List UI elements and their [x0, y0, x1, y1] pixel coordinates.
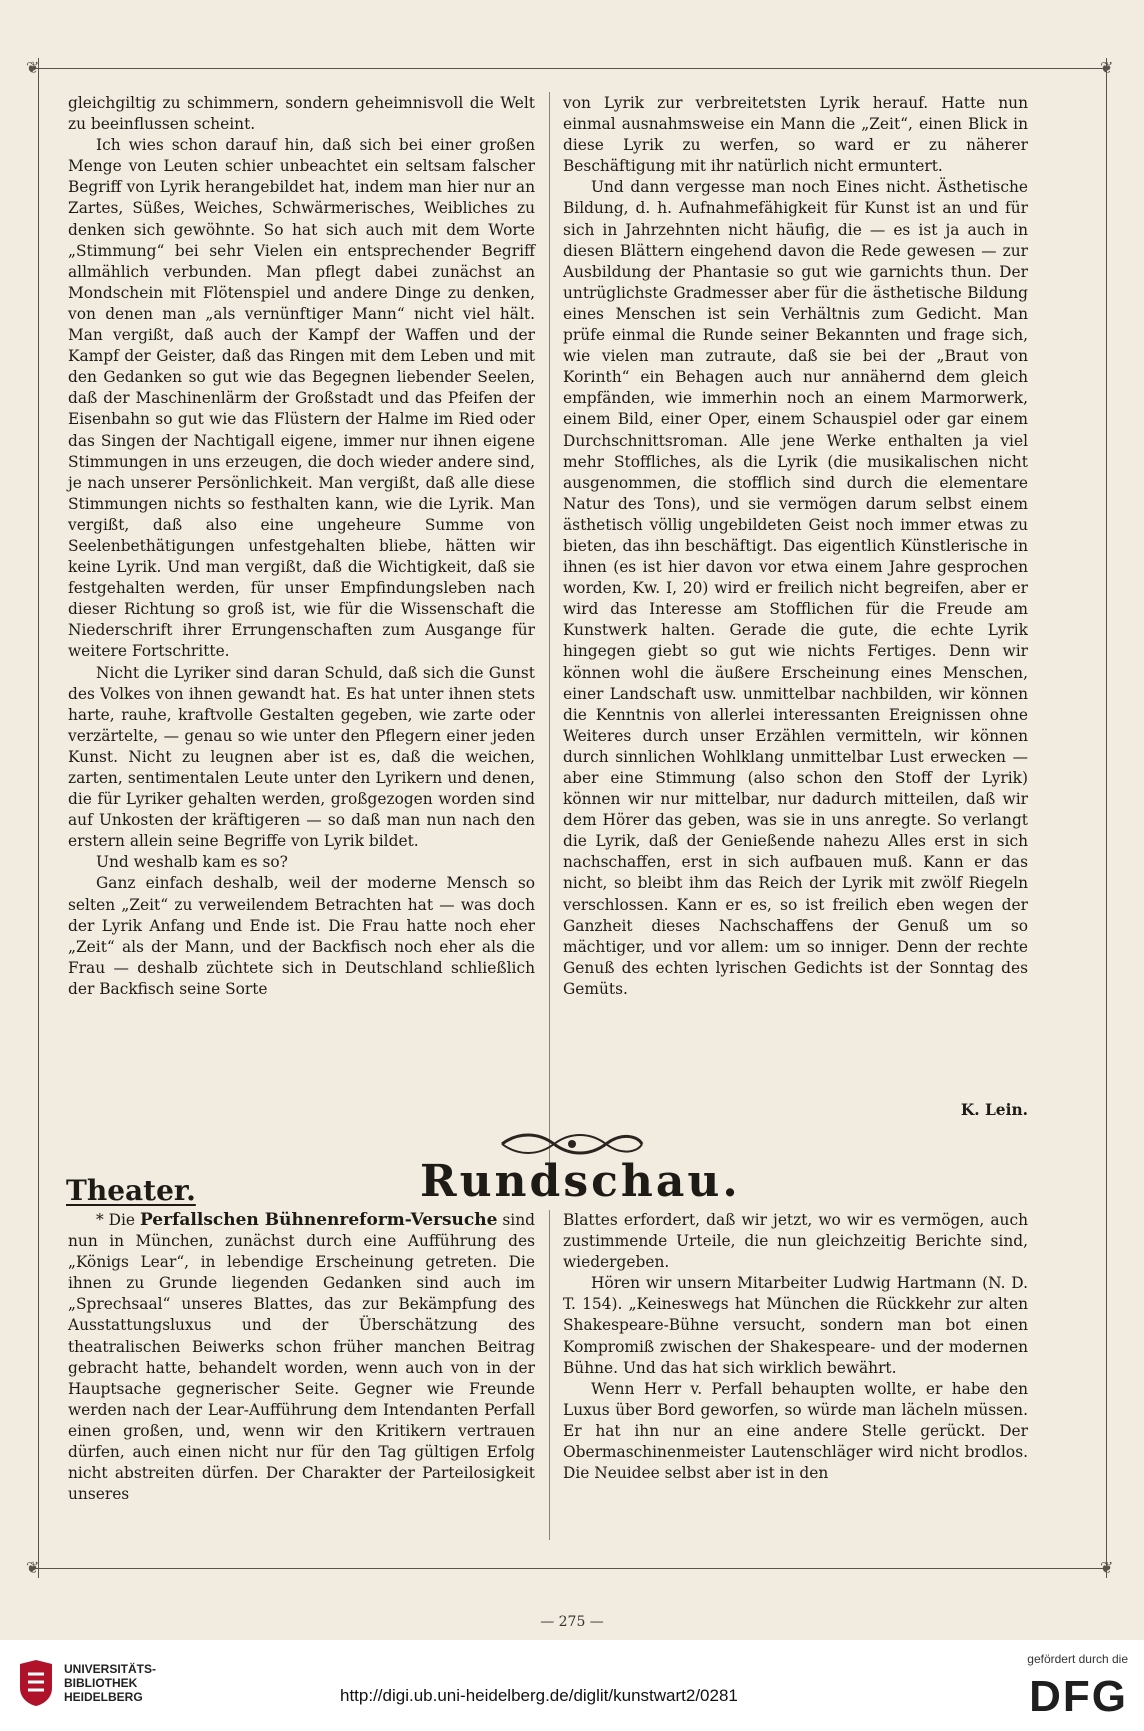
article-heading-inline: Perfallschen Bühnenreform-Versuche [139, 1210, 498, 1230]
column-divider [549, 1210, 550, 1540]
paragraph: Und dann vergesse man noch Eines nicht. Ästhetische Bildung, d. h. Aufnahmefähigkeit für Kunst ist an und für sich in Jahrzehnten nicht häufig, die — es ist ja auch in diesen Blättern eingehend davon die Rede gewesen — zur Ausbildung der Phantasie so gut wie garnichts thun. Der untrüglichste Gradmesser aber für die ästhetische Bildung eines Menschen ist sein Verhältnis zum Gedicht. Man prüfe einmal die Runde seiner Bekannten und frage sich, wie vielen man zutraute, daß sie bei der „Braut von Korinth“ ein Behagen auch nur annähernd dem gleich empfänden, wie immerhin noch an einem Marmorwerk, einem Bild, einer Oper, einem Schauspiel oder gar einem Durchschnittsroman. Alle jene Werke enthalten ja viel mehr Stoffliches, als die Lyrik (die musikalischen nicht ausgenommen, die stofflich sind durch die elementare Natur des Tons), und sie vermögen darum selbst einem ästhetisch völlig ungebildeten Geist noch immer etwas zu bieten, das ihn beschäftigt. Das eigentlich Künstlerische in ihnen (es ist hier davon vor etwa einem Jahre gesprochen worden, Kw. I, 20) wird er freilich nicht begreifen, aber er wird das Interesse am Stofflichen für die Freude am Kunstwerk halten. Gerade die gute, die echte Lyrik hingegen giebt so gut wie nichts Fertiges. Denn wir können wohl die äußere Erscheinung eines Menschen, einer Landschaft usw. unmittelbar nachbilden, wir können die Kenntnis von allerlei interessanten Ereignissen ohne Weiteres durch unser Erzählen vermitteln, wir können durch sinnlichen Wohlklang unmittelbar Lust erwecken — aber eine Stimmung (also schon den Stoff der Lyrik) können wir nur mittelbar, nur dadurch mitteilen, daß wir dem Hörer das geben, was sie in uns anregte. So verlangt die Lyrik, daß der Genießende nahezu Alles erst in sich nachschaffen, erst in sich aufbauen muß. Kann er das nicht, so bleibt ihm das Reich der Lyrik mit zwölf Riegeln verschlossen. Kann er es, so ist freilich eben wegen der Ganzheit dieses Nachschaffens der Genuß um so mächtiger, und vor allem: um so inniger. Denn der rechte Genuß des echten lyrischen Gedichts ist der Sonntag des Gemüts. [563, 178, 1028, 998]
frame-right-rule [1106, 58, 1107, 1578]
paragraph: Ganz einfach deshalb, weil der moderne Mensch so selten „Zeit“ zu verweilendem Betrachten hat — was doch der Lyrik Anfang und Ende ist. Die Frau hatte noch eher „Zeit“ als der Mann, und der Backfisch noch eher als die Frau — deshalb züchtete sich in Deutschland schließlich der Backfisch seine Sorte [68, 874, 535, 998]
digitization-footer [0, 1640, 1144, 1731]
article-column-right [563, 93, 1028, 1000]
paragraph: Ich wies schon darauf hin, daß sich bei einer großen Menge von Leuten schier unbeachtet ein seltsam falscher Begriff von Lyrik herangebildet hat, indem man hier nur an Zartes, Süßes, Weiches, Schwärmerisches, Weibliches zu denken sich gewöhnte. So hat sich auch mit dem Worte „Stimmung“ bei sehr Vielen ein entsprechender Begriff allmählich verbunden. Man pflegt dabei zunächst an Mondschein mit Flötenspiel und andere Dinge zu denken, von denen man „als vernünftiger Mann“ nicht viel hält. Man vergißt, daß auch der Kampf der Waffen und der Kampf der Geister, daß das Ringen mit dem Leben und mit den Gedanken so gut wie das Begegnen liebender Seelen, daß der Maschinenlärm der Großstadt und das Pfeifen der Eisenbahn so gut wie das Flüstern der Halme im Ried oder das Singen der Nachtigall eigene, immer nur ihnen eigene Stimmungen in uns erzeugen, die doch wieder andere sind, je nach unserer Persönlichkeit. Man vergißt, daß alle diese Stimmungen nichts so festhalten kann, wie die Lyrik. Man vergißt, daß also eine ungeheure Summe von Seelenbethätigungen unfestgehalten bliebe, hätten wir keine Lyrik. Und man vergißt, daß die Wichtigkeit, daß sie festgehalten werden, für unser Empfindungsleben nach dieser Richtung so groß ist, wie für die Wissenschaft die Niederschrift ihrer Errungenschaften zum Ausgange für weitere Fortschritte. [68, 136, 535, 661]
column-divider [549, 92, 550, 1192]
source-url-link[interactable]: http://digi.ub.uni-heidelberg.de/diglit/kunstwart2/0281 [340, 1686, 738, 1705]
library-name-line: HEIDELBERG [64, 1690, 143, 1704]
corner-ornament-icon: ❦ [1100, 1558, 1114, 1577]
paragraph-body: sind nun in München, zunächst durch eine Aufführung des „Königs Lear“, in lebendige Erscheinung getreten. Die ihnen zu Grunde liegenden Gedanken sind auch im „Sprechsaal“ unseres Blattes, das zur Bekämpfung des Ausstattungsluxus und der Überschätzung des theatralischen Beiwerks schon früher manchen Beitrag gebracht hatte, behandelt worden, wenn auch von in der Hauptsache gegnerischer Seite. Gegner wie Freunde werden nach der Lear-Aufführung dem Intendanten Perfall einen großen, und, wenn wir den Kritikern vertrauen dürfen, auch einen nicht nur für den Tag gültigen Erfolg nicht abstreiten dürfen. Der Charakter der Parteilosigkeit unseres [68, 1211, 535, 1504]
frame-bottom-rule [34, 1568, 1110, 1569]
paragraph: Hören wir unsern Mitarbeiter Ludwig Hartmann (N. D. T. 154). „Keineswegs hat München die Rückkehr zur alten Shakespeare-Bühne versucht, sondern man bot einen Kompromiß zwischen der Shakespeare- und der modernen Bühne. Und das hat sich wirklich bewährt. [563, 1274, 1028, 1377]
funding-note: gefördert durch die [1027, 1652, 1128, 1666]
paragraph: von Lyrik zur verbreitetsten Lyrik herauf. Hatte nun einmal ausnahmsweise ein Mann die „Zeit“, einen Blick in diese Lyrik zu werfen, so ward er zu näherer Beschäftigung mit ihr natürlich nicht ermuntert. [563, 94, 1028, 176]
page-number: — 275 — [540, 1614, 604, 1630]
corner-ornament-icon: ❦ [26, 58, 40, 77]
signature-block [563, 1100, 1028, 1121]
frame-top-rule [34, 68, 1110, 69]
corner-ornament-icon: ❦ [1100, 58, 1114, 77]
theater-column-left [68, 1210, 535, 1505]
paragraph: Blattes erfordert, daß wir jetzt, wo wir es vermögen, auch zustimmende Urteile, die nun gleichzeitig Berichte sind, wiedergeben. [563, 1211, 1028, 1272]
paragraph: Nicht die Lyriker sind daran Schuld, daß sich die Gunst des Volkes von ihnen gewandt hat. Es hat unter ihnen stets harte, rauhe, kraftvolle Gestalten gegeben, wie zarte oder verzärtelte, — genau so wie unter den Pflegern einer jeden Kunst. Nicht zu leugnen aber ist es, daß die weichen, zarten, sentimentalen Leute unter den Lyrikern und denen, die für Lyriker gehalten werden, großgezogen worden sind auf Unkosten der kräftigeren — so daß man nun nach den erstern allein seine Begriffe von Lyrik bildet. [68, 663, 535, 851]
university-library-logo-icon [14, 1658, 58, 1708]
author-signature: K. Lein. [960, 1101, 1028, 1119]
corner-ornament-icon: ❦ [26, 1558, 40, 1577]
paragraph: Wenn Herr v. Perfall behaupten wollte, er habe den Luxus über Bord geworfen, so würde man lächeln müssen. Er hat ihn nur an eine andere Stelle gerückt. Der Obermaschinenmeister Lautenschläger wird nicht brodlos. Die Neuidee selbst aber ist in den [563, 1379, 1028, 1483]
dfg-logo: DFG [1029, 1672, 1128, 1721]
paragraph: Und weshalb kam es so? [96, 853, 288, 872]
article-column-left [68, 93, 535, 1000]
library-name-line: BIBLIOTHEK [64, 1676, 138, 1690]
paragraph [68, 1210, 535, 1505]
theater-column-right [563, 1210, 1028, 1484]
decorative-emblem-icon [498, 1130, 646, 1158]
section-heading-theater: Theater. [66, 1174, 196, 1207]
section-heading-rundschau: Rundschau. [420, 1156, 741, 1207]
paragraph: gleichgiltig zu schimmern, sondern geheimnisvoll die Welt zu beeinflussen scheint. [68, 94, 535, 134]
frame-left-rule [38, 58, 39, 1578]
university-library-name [64, 1662, 156, 1704]
paragraph-lead: * Die [96, 1211, 140, 1229]
library-name-line: UNIVERSITÄTS- [64, 1662, 157, 1676]
